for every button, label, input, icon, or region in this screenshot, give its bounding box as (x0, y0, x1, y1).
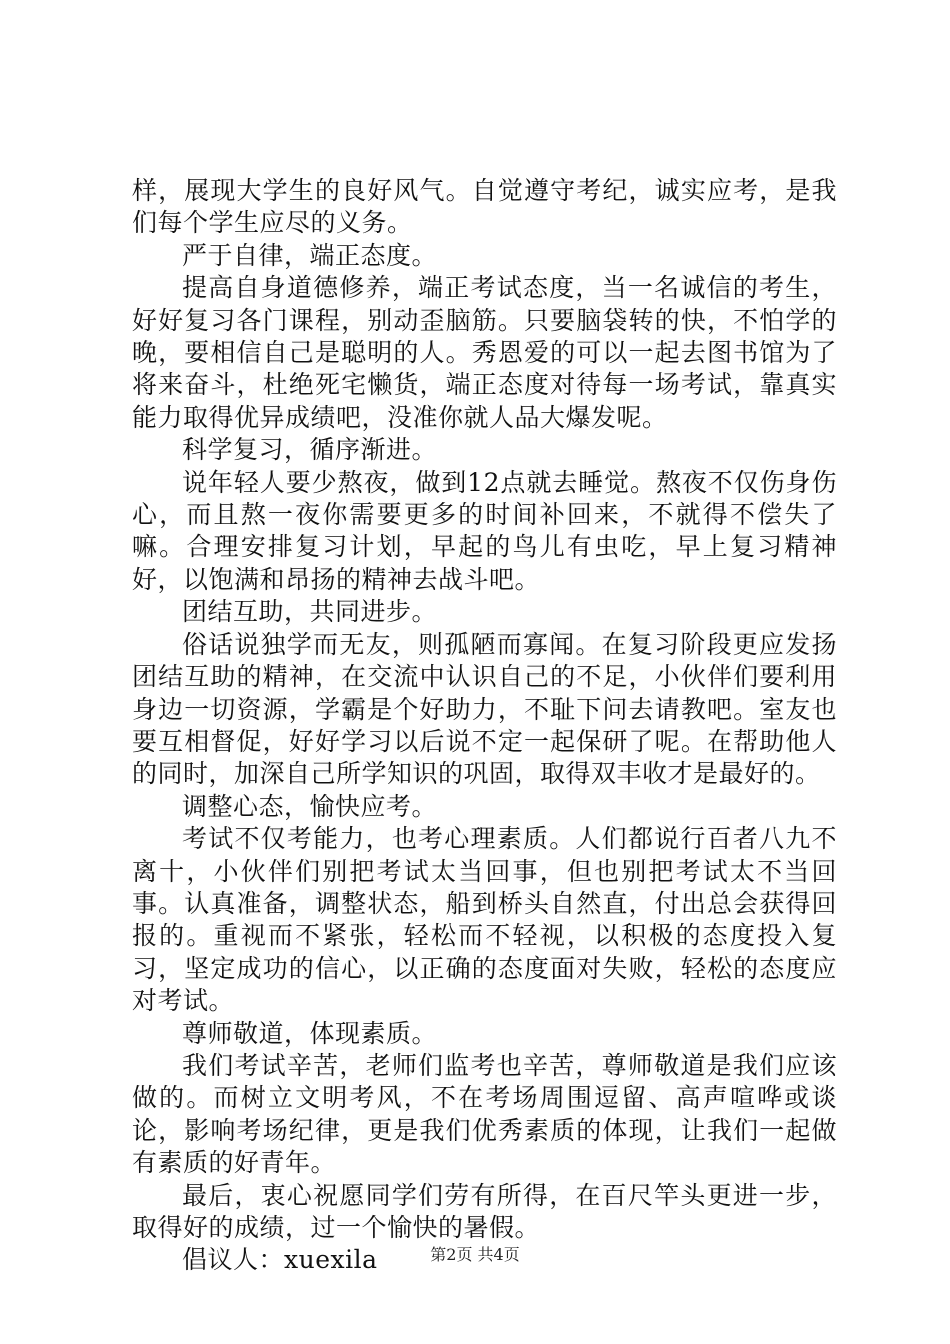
document-paragraph: 我们考试辛苦，老师们监考也辛苦，尊师敬道是我们应该做的。而树立文明考风，不在考场周围逗留、高声喧哗或谈论，影响考场纪律，更是我们优秀素质的体现，让我们一起做有素质的好青年。 (132, 1050, 837, 1178)
document-paragraph: 调整心态，愉快应考。 (182, 791, 438, 821)
document-paragraph: 倡议人：xuexila (182, 1245, 378, 1275)
document-paragraph: 说年轻人要少熬夜，做到12点就去睡觉。熬夜不仅伤身伤心，而且熬一夜你需要更多的时间补回来，不就得不偿失了嘛。合理安排复习计划，早起的鸟儿有虫吃，早上复习精神好，以饱满和昂扬的精神去战斗吧。 (132, 467, 837, 594)
document-paragraph: 俗话说独学而无友，则孤陋而寡闻。在复习阶段更应发扬团结互助的精神，在交流中认识自己的不足，小伙伴们要利用身边一切资源，学霸是个好助力，不耻下问去请教吧。室友也要互相督促，好好学习以后说不定一起保研了呢。在帮助他人的同时，加深自己所学知识的巩固，取得双丰收才是最好的。 (132, 629, 837, 789)
document-paragraph: 团结互助，共同进步。 (182, 597, 438, 627)
document-paragraph: 尊师敬道，体现素质。 (182, 1018, 438, 1048)
page-number-footer: 第2页 共4页 (430, 1245, 520, 1264)
document-paragraph: 考试不仅考能力，也考心理素质。人们都说行百者八九不离十，小伙伴们别把考试太当回事，但也别把考试太不当回事。认真准备，调整状态，船到桥头自然直，付出总会获得回报的。重视而不紧张，轻松而不轻视，以积极的态度投入复习，坚定成功的信心，以正确的态度面对失败，轻松的态度应对考试。 (132, 824, 837, 1016)
document-paragraph: 样，展现大学生的良好风气。自觉遵守考纪，诚实应考，是我们每个学生应尽的义务。 (132, 176, 837, 238)
document-paragraph: 最后，衷心祝愿同学们劳有所得，在百尺竿头更进一步，取得好的成绩，过一个愉快的暑假。 (132, 1180, 837, 1242)
document-paragraph: 严于自律，端正态度。 (182, 240, 438, 270)
document-paragraph: 提高自身道德修养，端正考试态度，当一名诚信的考生，好好复习各门课程，别动歪脑筋。只要脑袋转的快，不怕学的晚，要相信自己是聪明的人。秀恩爱的可以一起去图书馆为了将来奋斗，杜绝死宅懒货，端正态度对待每一场考试，靠真实能力取得优异成绩吧，没准你就人品大爆发呢。 (132, 273, 837, 432)
document-paragraph: 科学复习，循序渐进。 (182, 435, 438, 465)
document-body (132, 175, 837, 1277)
